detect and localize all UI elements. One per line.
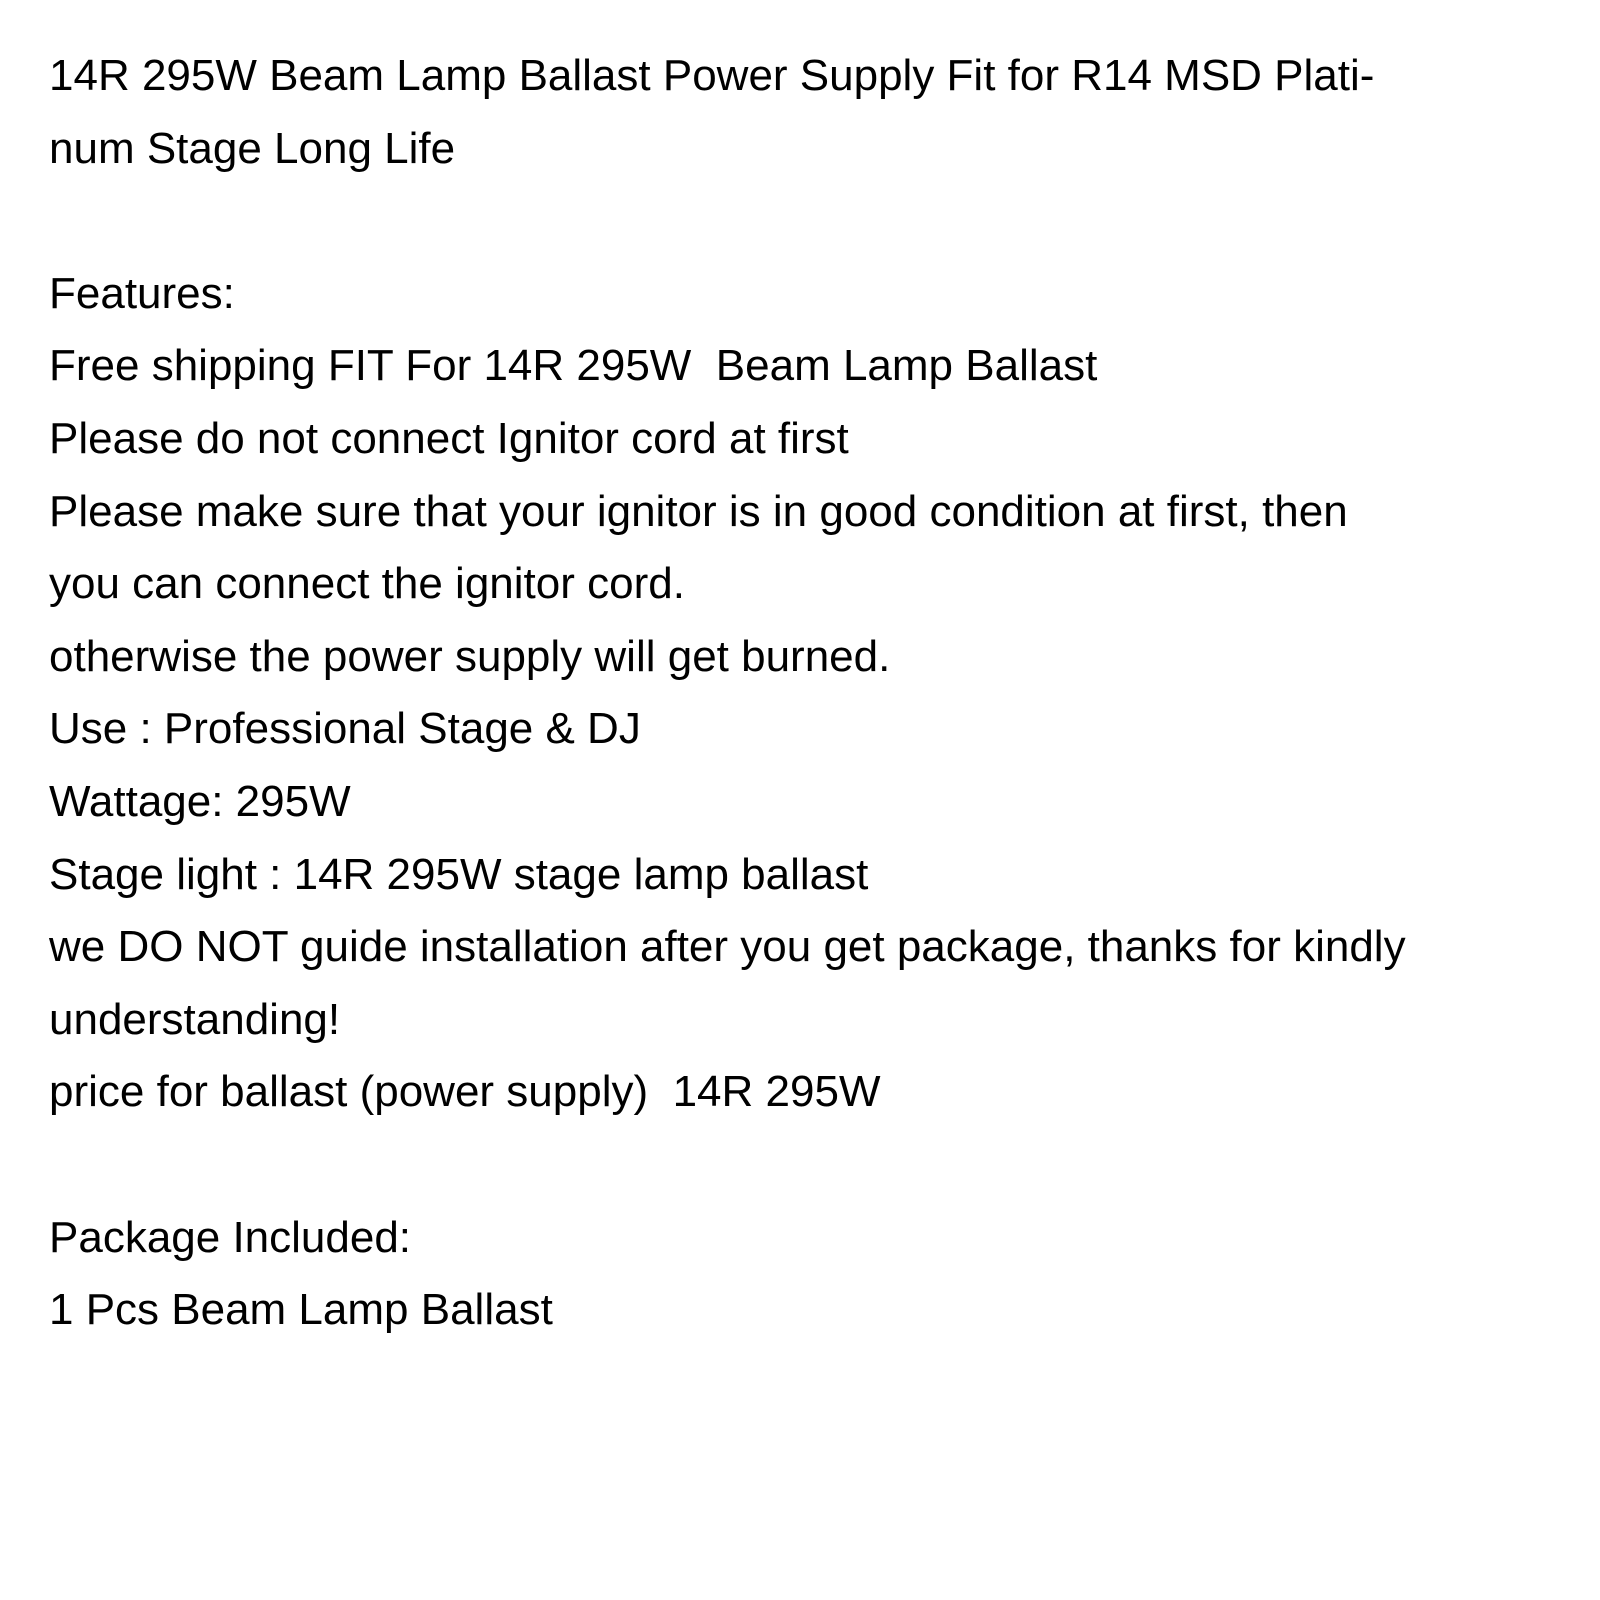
features-heading: Features: [49, 268, 235, 318]
feature-line: otherwise the power supply will get burned. [49, 631, 891, 681]
package-heading: Package Included: [49, 1212, 412, 1262]
product-title-line-2: num Stage Long Life [49, 123, 456, 173]
feature-line: Stage light : 14R 295W stage lamp ballast [49, 849, 869, 899]
spacer [49, 185, 1569, 258]
spacer [49, 1129, 1569, 1202]
feature-line: Please make sure that your ignitor is in good condition at first, then [49, 486, 1348, 536]
feature-line: Free shipping FIT For 14R 295W Beam Lamp Ballast [49, 341, 1098, 391]
package-line: 1 Pcs Beam Lamp Ballast [49, 1285, 553, 1335]
feature-line: you can connect the ignitor cord. [49, 559, 685, 609]
product-title-line-1: 14R 295W Beam Lamp Ballast Power Supply Fit for R14 MSD Plati- [49, 51, 1375, 100]
feature-line: Use : Professional Stage & DJ [49, 704, 641, 754]
product-description [49, 40, 1569, 1347]
feature-line: understanding! [49, 994, 341, 1044]
feature-line: Wattage: 295W [49, 776, 351, 826]
feature-line: Please do not connect Ignitor cord at first [49, 413, 849, 463]
feature-line: we DO NOT guide installation after you get package, thanks for kindly [49, 922, 1406, 972]
feature-line: price for ballast (power supply) 14R 295W [49, 1067, 881, 1117]
